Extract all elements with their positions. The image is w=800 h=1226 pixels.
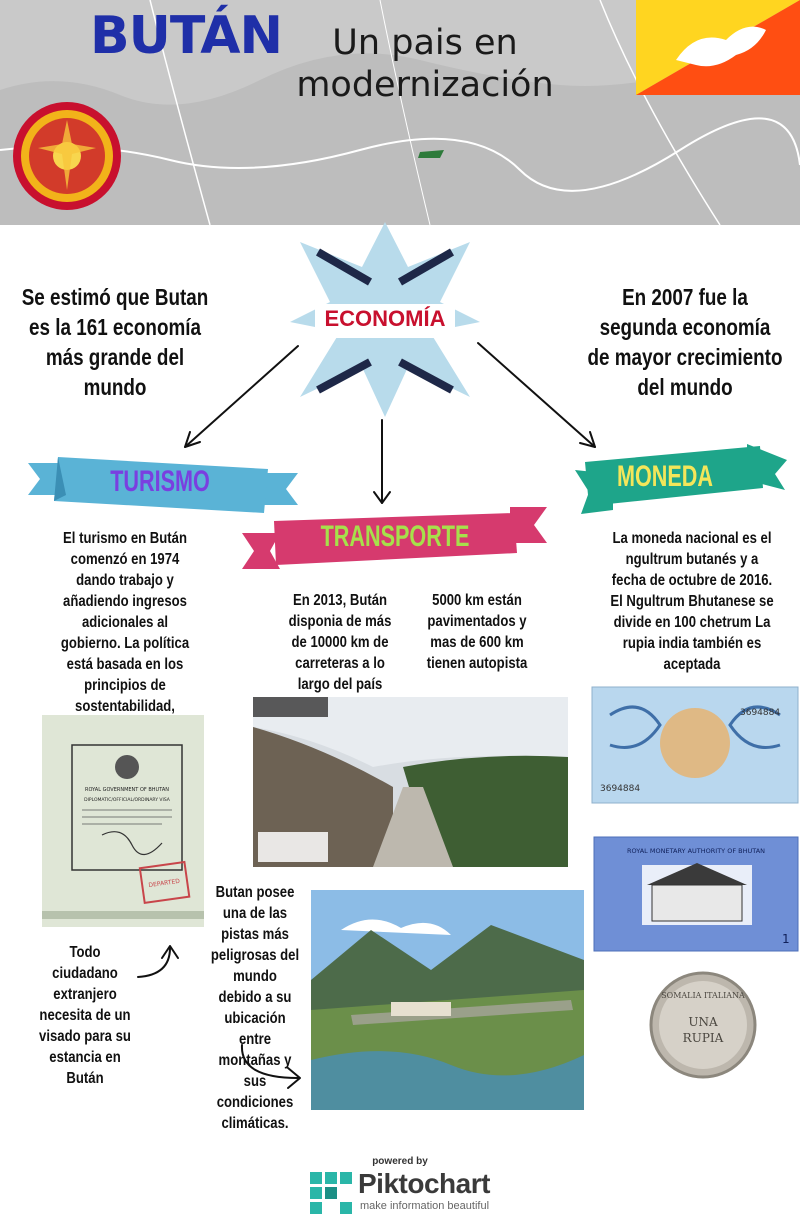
economia-label: ECONOMÍA xyxy=(324,306,446,331)
arrow-visa-up xyxy=(138,948,170,977)
page-title: BUTÁN xyxy=(90,6,283,66)
moneda-title: MONEDA xyxy=(616,460,714,493)
paro-airport-photo xyxy=(311,890,584,1110)
note-economy-rank: Se estimó que Butan es la 161 economía más grande del mundo xyxy=(21,284,209,400)
page-subtitle: Un pais en modernización xyxy=(296,23,554,105)
banknote1-serial-bottom: 3694884 xyxy=(600,784,641,794)
turismo-body: El turismo en Bután comenzó en 1974 dando trabajo y añadiendo ingresos adicionales al gobierno. La política está basada en los principios de sostentabilidad, xyxy=(60,530,190,715)
transporte-body-roads: En 2013, Bután disponia de más de 10000 km de carreteras a lo largo del país xyxy=(288,592,392,693)
bhutan-flag-icon xyxy=(636,0,800,95)
ngultrum-banknote-image xyxy=(590,685,800,805)
powered-by-label: powered by xyxy=(372,1156,428,1167)
piktochart-tagline: make information beautiful xyxy=(360,1200,490,1212)
banknote2-heading: ROYAL MONETARY AUTHORITY OF BHUTAN xyxy=(626,847,766,855)
banknote2-value: 1 xyxy=(782,932,790,946)
coin-line1: UNA xyxy=(688,1015,718,1029)
coin-line2: RUPIA xyxy=(682,1031,724,1045)
coin-top: SOMALIA ITALIANA xyxy=(661,991,745,1000)
transporte-body-paved: 5000 km están pavimentados y mas de 600 km tienen autopista xyxy=(426,592,528,672)
visa-caption: Todo ciudadano extranjero necesita de un visado para su estancia en Bután xyxy=(39,944,131,1087)
airstrip-caption: Butan posee una de las pistas más peligrosas del mundo debido a su ubicación entre montañas y sus condiciones climáticas. xyxy=(210,884,300,1132)
note-economy-growth: En 2007 fue la segunda economía de mayor crecimiento del mundo xyxy=(587,284,783,400)
mountain-road-photo xyxy=(253,697,568,867)
header-banner xyxy=(0,0,800,225)
visa-document-image xyxy=(42,715,204,927)
piktochart-brand[interactable]: Piktochart xyxy=(358,1168,490,1199)
banknote1-serial-top: 3694884 xyxy=(740,708,781,718)
visa-line: DIPLOMATIC/OFFICIAL/ORDINARY VISA xyxy=(84,798,170,803)
somalia-rupia-coin-image xyxy=(643,970,763,1080)
piktochart-logo-icon[interactable] xyxy=(310,1172,352,1214)
transporte-title: TRANSPORTE xyxy=(320,520,470,553)
moneda-body: La moneda nacional es el ngultrum butanés y a fecha de octubre de 2016. El Ngultrum Bhutanese se divide en 100 chetrum La rupia india también es aceptada xyxy=(610,530,774,673)
turismo-title: TURISMO xyxy=(110,465,210,498)
visa-heading: ROYAL GOVERNMENT OF BHUTAN xyxy=(84,787,170,793)
bhutan-blue-banknote-image xyxy=(592,835,800,953)
arrow-to-moneda xyxy=(478,343,595,447)
visa-stamp: DEPARTED xyxy=(148,877,181,890)
bhutan-emblem-icon xyxy=(10,100,125,212)
